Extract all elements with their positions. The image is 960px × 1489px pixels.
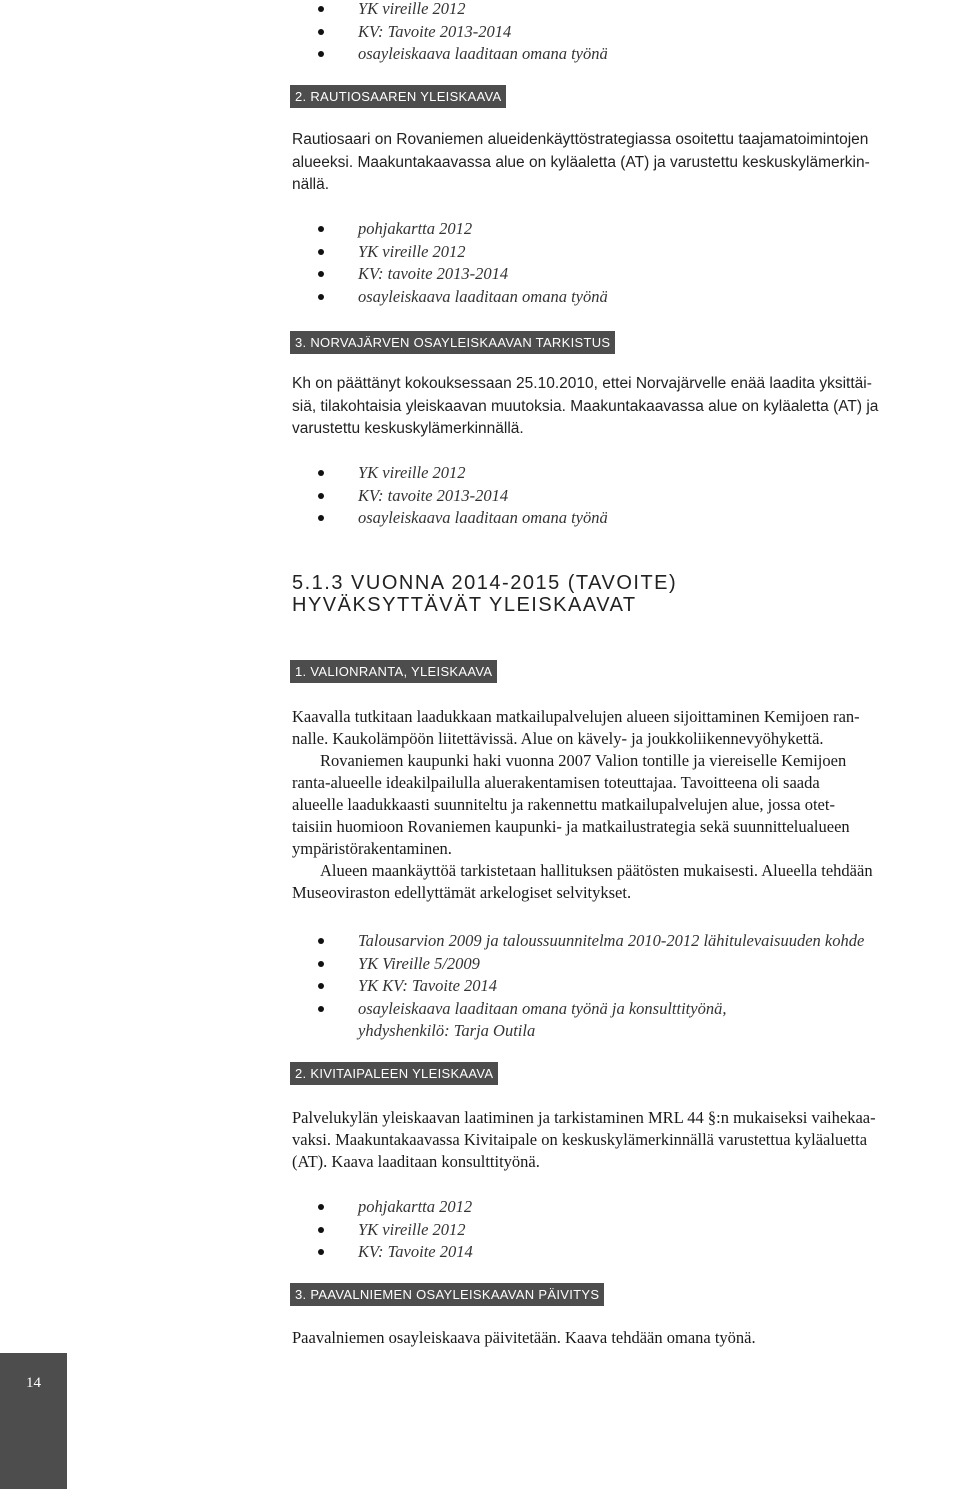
list-item: YK vireille 2012 bbox=[318, 1219, 473, 1242]
list-item: osayleiskaava laaditaan omana työnä bbox=[318, 286, 608, 309]
text-line: varustettu keskuskylämerkinnällä. bbox=[292, 420, 524, 437]
text-line: Palvelukylän yleiskaavan laatiminen ja tarkistaminen MRL 44 §:n mukaiseksi vaihekaa- bbox=[292, 1108, 876, 1127]
list-item-continuation: yhdyshenkilö: Tarja Outila bbox=[358, 1021, 536, 1040]
page-number: 14 bbox=[26, 1375, 41, 1391]
list-item: KV: tavoite 2013-2014 bbox=[318, 485, 608, 508]
list-item: osayleiskaava laaditaan omana työnä bbox=[318, 43, 608, 66]
bullet-list-kivitaipale bbox=[318, 1196, 473, 1264]
bullet-list-valionranta bbox=[318, 930, 864, 1043]
text-line: alueelle laadukkaasti suunniteltu ja rakennettu matkailupalvelujen alue, jossa otet- bbox=[292, 795, 835, 814]
text-line: Kh on päättänyt kokouksessaan 25.10.2010, ettei Norvajärvelle enää laadita yksittäi- bbox=[292, 375, 872, 392]
list-item: YK vireille 2012 bbox=[318, 241, 608, 264]
list-item: YK Vireille 5/2009 bbox=[318, 953, 864, 976]
list-item: KV: Tavoite 2014 bbox=[318, 1241, 473, 1264]
text-line: (AT). Kaava laaditaan konsulttityönä. bbox=[292, 1152, 540, 1171]
list-item: Talousarvion 2009 ja taloussuunnitelma 2010-2012 lähitulevaisuuden kohde bbox=[318, 930, 864, 953]
text-line: Rautiosaari on Rovaniemen alueidenkäyttöstrategiassa osoitettu taajamatoimintojen bbox=[292, 131, 869, 148]
paragraph-paavalniemi bbox=[292, 1327, 958, 1349]
text-line: Paavalniemen osayleiskaava päivitetään. Kaava tehdään omana työnä. bbox=[292, 1328, 756, 1347]
section-tag-norvajarvi: 3. NORVAJÄRVEN OSAYLEISKAAVAN TARKISTUS bbox=[290, 331, 615, 354]
bullet-list-rautiosaari bbox=[318, 218, 608, 308]
heading-line-2: HYVÄKSYTTÄVÄT YLEISKAAVAT bbox=[292, 594, 637, 616]
text-line: Kaavalla tutkitaan laadukkaan matkailupalvelujen alueen sijoittaminen Kemijoen ran- bbox=[292, 707, 860, 726]
text-line: nalle. Kaukolämpöön liitettävissä. Alue on kävely- ja joukkoliikennevyöhykettä. bbox=[292, 729, 824, 748]
text-line: ympäristörakentaminen. bbox=[292, 839, 452, 858]
text-line: Alueen maankäyttöä tarkistetaan hallituksen päätösten mukaisesti. Alueella tehdään bbox=[320, 861, 873, 880]
text-line: siä, tilakohtaisia yleiskaavan muutoksia. Maakuntakaavassa alue on kyläaletta (AT) ja bbox=[292, 397, 879, 415]
text-line: vaksi. Maakuntakaavassa Kivitaipale on keskuskylämerkinnällä varustettua kyläaluetta bbox=[292, 1130, 868, 1149]
paragraph-rautiosaari bbox=[292, 129, 958, 197]
text-line: Museoviraston edellyttämät arkelogiset selvitykset. bbox=[292, 883, 632, 902]
section-tag-paavalniemi: 3. PAAVALNIEMEN OSAYLEISKAAVAN PÄIVITYS bbox=[290, 1283, 604, 1306]
list-item-text: osayleiskaava laaditaan omana työnä ja konsulttityönä, bbox=[358, 998, 727, 1018]
list-item: YK vireille 2012 bbox=[318, 0, 608, 21]
list-item: KV: tavoite 2013-2014 bbox=[318, 263, 608, 286]
page-number-box bbox=[0, 1353, 67, 1489]
section-heading bbox=[292, 572, 677, 616]
text-line: Rovaniemen kaupunki haki vuonna 2007 Valion tontille ja viereiselle Kemijoen bbox=[320, 751, 847, 770]
bullet-list-top bbox=[318, 0, 608, 66]
list-item: pohjakartta 2012 bbox=[318, 1196, 473, 1219]
text-line: alueeksi. Maakuntakaavassa alue on kyläaletta (AT) ja varustettu keskuskylämerkin- bbox=[292, 153, 870, 171]
list-item: pohjakartta 2012 bbox=[318, 218, 608, 241]
section-tag-kivitaipale: 2. KIVITAIPALEEN YLEISKAAVA bbox=[290, 1062, 498, 1085]
paragraph-norvajarvi bbox=[292, 373, 958, 441]
section-tag-rautiosaari: 2. RAUTIOSAAREN YLEISKAAVA bbox=[290, 85, 506, 108]
heading-line-1: 5.1.3 VUONNA 2014-2015 (TAVOITE) bbox=[292, 572, 678, 594]
paragraph-kivitaipale bbox=[292, 1107, 958, 1173]
list-item: YK KV: Tavoite 2014 bbox=[318, 975, 864, 998]
list-item: YK vireille 2012 bbox=[318, 462, 608, 485]
text-line: ranta-alueelle ideakilpailulla aluerakentamisen toteuttajaa. Tavoitteena oli saada bbox=[292, 773, 820, 792]
text-line: taisiin huomioon Rovaniemen kaupunki- ja matkailustrategia sekä suunnittelualueen bbox=[292, 817, 850, 836]
paragraph-valionranta bbox=[292, 706, 958, 904]
list-item: KV: Tavoite 2013-2014 bbox=[318, 21, 608, 44]
list-item bbox=[318, 998, 864, 1043]
bullet-list-norvajarvi bbox=[318, 462, 608, 530]
section-tag-valionranta: 1. VALIONRANTA, YLEISKAAVA bbox=[290, 660, 497, 683]
list-item: osayleiskaava laaditaan omana työnä bbox=[318, 507, 608, 530]
text-line: nällä. bbox=[292, 176, 330, 193]
